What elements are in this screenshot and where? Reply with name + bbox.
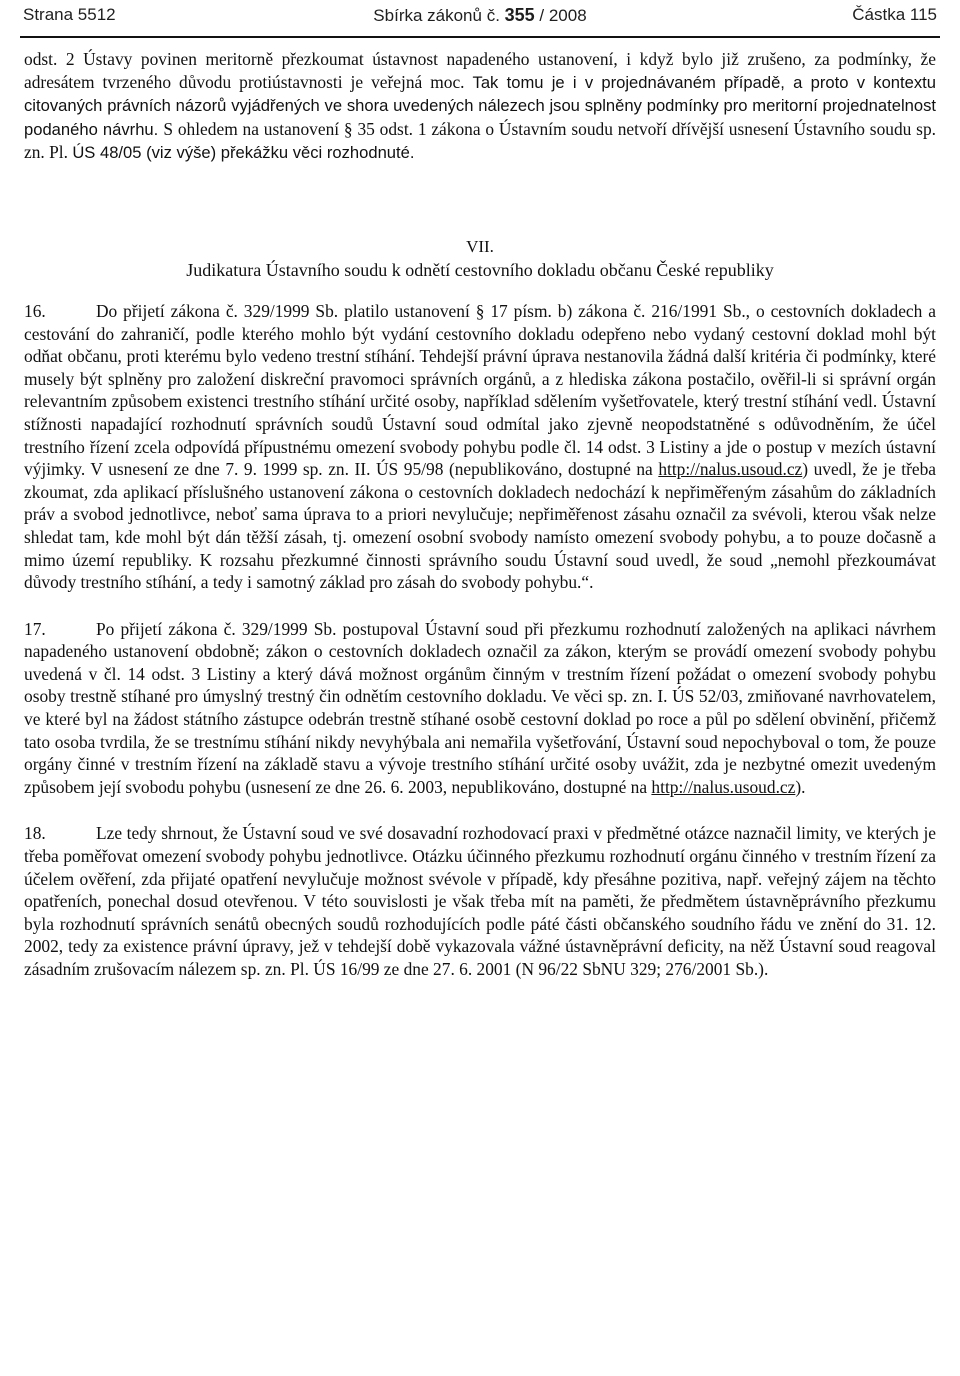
spacer [24,282,936,300]
part-number: Částka 115 [852,5,937,24]
nalus-link[interactable]: http://nalus.usoud.cz [651,776,796,797]
intro-serif-lead: odst. 2 Ústavy povinen meritorně přezkoumat ústavnost napadeného ustanovení, i když bylo již zrušeno, za podmínky, že adresátem tvrzeného důvodu protiústavnosti je veřejná moc. [24,49,936,92]
spacer [24,798,936,822]
paragraph-text: Do přijetí zákona č. 329/1999 Sb. platilo ustanovení § 17 písm. b) zákona č. 216/1991 Sb., o cestovních dokladech a cestování do zahraničí, podle kterého mohlo být vydání cestovního dokladu odepřeno nebo vydaný cestovní doklad mohl být odňat občanu, proti kterému bylo vedeno trestní stíhání. Tehdejší právní úprava nestanovila žádná další kritéria či podmínky, které musely být splněny pro založení diskreční pravomoci správních orgánů, a z hlediska zákona postačilo, ověřil-li si správní orgán relevantním způsobem existenci trestního stíhání určité osoby, například sdělením vyšetřovatele, který trestní stíhání vedl. Ústavní stížnosti napadající rozhodnutí správních soudů Ústavní soud odmítal jako zjevně neopodstatněné s odůvodněním, že účel trestního řízení zcela odpovídá přípustnému omezení svobody pohybu podle čl. 14 odst. 3 Listiny a jde o postup v mezích ústavní výjimky. V usnesení ze dne 7. 9. 1999 sp. zn. II. ÚS 95/98 (nepublikováno, dostupné na [24,300,936,480]
page-number: Strana 5512 [23,5,116,24]
paragraph-text-continued: ) uvedl, že je třeba zkoumat, zda aplikací příslušného ustanovení zákona o cestovních dokladech nedochází k nepřiměřeným zásahům do základních práv a svobod jednotlivce, neboť sama úprava to a priori nevylučuje; nepřiměřenost zásahu označil za svévoli, kterou však nelze shledat tam, kde mohl být dán těžší zásah, tj. omezení osobní svobody namísto omezení svobody pohybu, a to pouze dočasně a mimo území republiky. K rozsahu přezkumné činnosti správního soudu Ústavní soud uvedl, že soud „nemohl přezkoumávat důvody trestního stíhání, a tedy i samotný základ pro zásah do svobody pohybu.“. [24,459,936,593]
intro-sans-tail: ÚS 48/05 (viz výše) překážku věci rozhodnuté. [72,143,415,163]
collection-reference [20,5,940,26]
paragraph-16 [24,300,936,594]
paragraph-text: Po přijetí zákona č. 329/1999 Sb. postupoval Ústavní soud při přezkumu rozhodnutí založených na aplikaci návrhem napadeného ustanovení obdobně; zákon o cestovních dokladech označil za zákon, kterým se provádí omezení svobody pohybu uvedená v čl. 14 odst. 3 Listiny a který dává možnost orgánům činným v trestním řízení požádat o omezení svobody pohybu osoby trestně stíhané pro úmyslný trestný čin odnětím cestovního dokladu. Ve věci sp. zn. I. ÚS 52/03, zmiňované navrhovatelem, ve které byl na žádost státního zástupce odebrán trestně stíhané osobě cestovní doklad po roce a půl po sdělení obvinění, přičemž tato osoba tvrdila, že se trestnímu stíhání nikdy nevyhýbala ani nemařila vyšetřování, Ústavní soud nepochyboval o tom, že pouze orgány činné v trestním řízení na základě stavu a vývoje trestního stíhání určité osoby uvážit, zda je nezbytné omezit uvedeným způsobem její svobodu pohybu (usnesení ze dne 26. 6. 2003, nepublikováno, dostupné na [24,618,936,797]
paragraph-17 [24,618,936,799]
collection-prefix: Sbírka zákonů č. [373,6,505,25]
intro-paragraph [24,48,936,165]
paragraph-text: Lze tedy shrnout, že Ústavní soud ve své dosavadní rozhodovací praxi v předmětné otázce naznačil limity, ve kterých je třeba poměřovat omezení svobody pohybu jednotlivce. Otázku účinného přezkumu rozhodnutí orgánu činného v trestním řízení za účelem ověření, zda přijaté opatření nevylučuje možnost svévole v případě, kdy přesáhne pozitiva, např. veřejný zájem na těchto opatřeních, ponechal dosud otevřenou. V této souvislosti je však třeba mít na paměti, že předmětem ústavněprávního přezkumu byla rozhodnutí správních senátů obecných soudů rozhodujících podle páté části občanského soudního řádu ve znění do 31. 12. 2002, tedy za existence právní úpravy, jež v tehdejší době vykazovala vážné ústavněprávní deficity, na něž Ústavní soud reagoval zásadním zrušovacím nálezem sp. zn. Pl. ÚS 16/99 ze dne 27. 6. 2001 (N 96/22 SbNU 329; 276/2001 Sb.). [24,823,936,979]
intro-sans-text: Tak tomu je i v projednávaném případě, a proto v kontextu citovaných právních názorů vyjádřených ve shora uvedených nálezech jsou splněny podmínky pro meritorní projednatelnost podaného návrhu. [24,72,936,139]
section-title: Judikatura Ústavního soudu k odnětí cestovního dokladu občanu České republiky [186,259,774,280]
paragraph-18 [24,822,936,980]
intro-serif-middle: S ohledem na ustanovení § 35 odst. 1 zákona o Ústavním soudu netvoří dřívější usnesení Ústavního soudu sp. zn. Pl. [24,118,936,163]
page-body [24,48,936,981]
spacer [24,165,936,236]
paragraph-text-continued: ). [795,776,806,797]
paragraph-number: 17. [24,618,46,639]
section-number: VII. [466,236,494,256]
page-header [20,0,940,38]
law-year: / 2008 [534,6,587,25]
paragraph-number: 16. [24,300,46,321]
spacer [24,594,936,618]
law-number: 355 [504,5,535,25]
paragraph-number: 18. [24,823,46,844]
nalus-link[interactable]: http://nalus.usoud.cz [658,459,803,480]
